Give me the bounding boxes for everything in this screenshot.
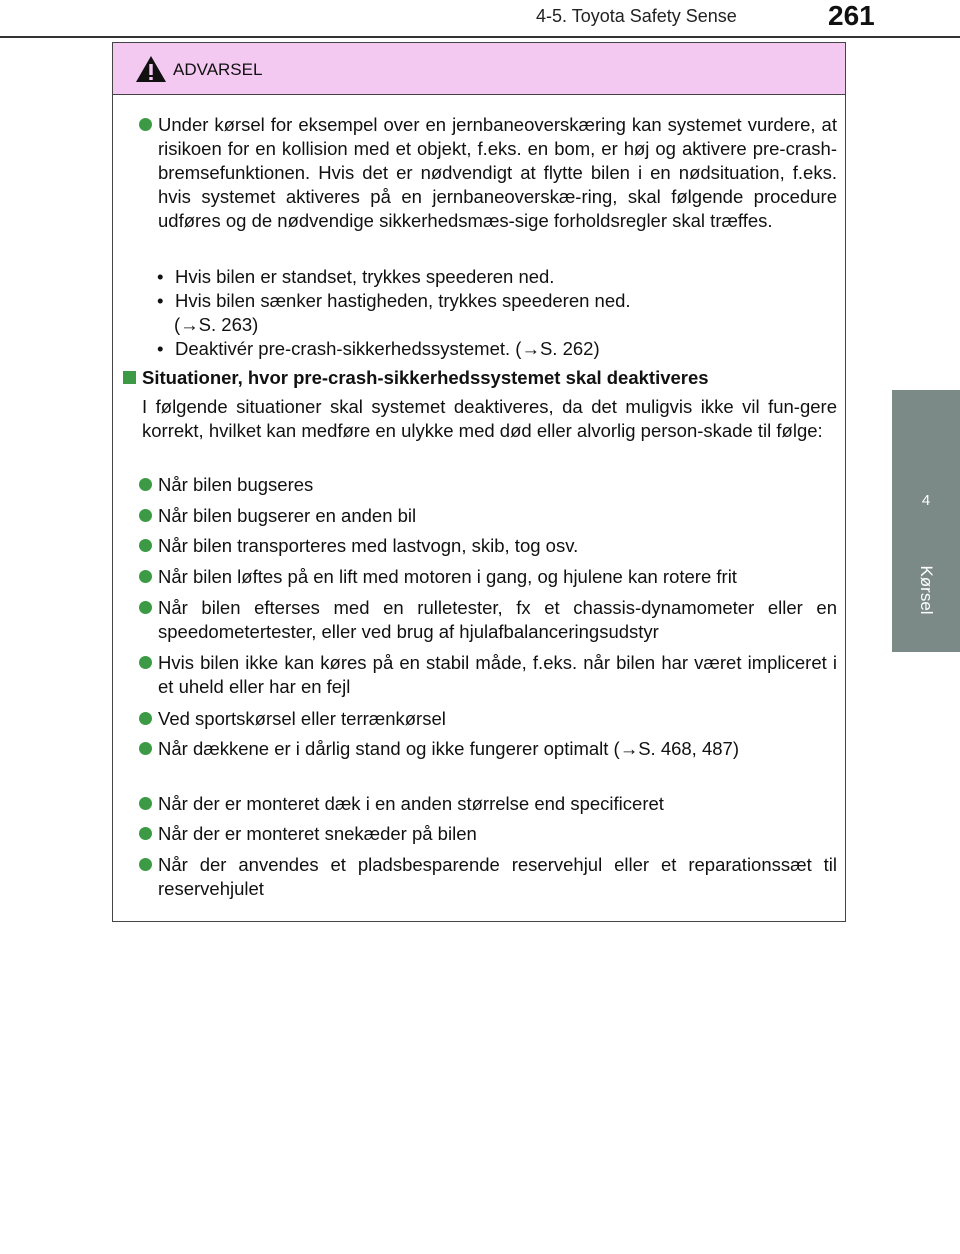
sub-bullet-icon: •: [157, 290, 164, 311]
warning-header: [113, 43, 845, 95]
sub-bullet-icon: •: [157, 338, 164, 359]
list-item-text: Når bilen løftes på en lift med motoren i gang, og hjulene kan rotere frit: [158, 566, 737, 587]
bullet-icon: [139, 601, 152, 614]
warning-box: [112, 42, 846, 922]
list-item-text: Når bilen bugseres: [158, 474, 314, 495]
list-item-text: Når dækkene er i dårlig stand og ikke fungerer optimalt (→S. 468, 487): [158, 738, 739, 759]
page-number: 261: [828, 0, 875, 31]
chapter-side-tab[interactable]: [892, 390, 960, 652]
subheading: [122, 366, 837, 390]
bullet-icon: [139, 797, 152, 810]
warning-title: ADVARSEL: [173, 60, 263, 79]
header-divider: [0, 36, 960, 38]
sub-item-text: Deaktivér pre-crash-sikkerhedssystemet. (→S. 262): [175, 338, 600, 359]
list-item: [137, 473, 837, 497]
bullet-icon: [139, 509, 152, 522]
list-item-text: Når bilen transporteres med lastvogn, skib, tog osv.: [158, 535, 579, 556]
sub-item-reference[interactable]: (→S. 263): [174, 314, 259, 335]
chapter-label: Kørsel: [917, 565, 936, 615]
list-item-text: Når der anvendes et pladsbesparende reservehjul eller et reparationssæt til reservehjulet: [158, 854, 837, 899]
sub-list-item: [155, 337, 837, 361]
list-item: [137, 565, 837, 589]
list-item-text: Når der er monteret dæk i en anden størrelse end specificeret: [158, 793, 664, 814]
list-item: [137, 651, 837, 699]
bullet-icon: [139, 539, 152, 552]
bullet-icon: [139, 656, 152, 669]
intro-bullet-text: Under kørsel for eksempel over en jernbaneoverskæring kan systemet vurdere, at risikoen for en kollision med et objekt, f.eks. en bom, er høj og aktivere pre-crash-bremsefunktionen. Hvis det er nødvendigt at flytte bilen i en nødsituation, f.eks. hvis systemet aktiveres på en jernbaneoverskæ-ring, skal følgende procedure udføres og de nødvendige sikkerhedsmæs-sige forholdsregler skal træffes.: [158, 114, 837, 231]
list-item-text: Hvis bilen ikke kan køres på en stabil måde, f.eks. når bilen har været impliceret i et uheld eller har en fejl: [158, 652, 837, 697]
list-item: [137, 707, 837, 731]
list-item: [137, 792, 837, 816]
bullet-icon: [139, 827, 152, 840]
list-item-text: Når bilen efterses med en rulletester, fx et chassis-dynamometer eller en speedometertester, eller ved brug af hjulafbalanceringsudstyr: [158, 597, 837, 642]
warning-triangle-icon: [135, 55, 167, 83]
bullet-icon: [139, 742, 152, 755]
sub-item-text: Hvis bilen sænker hastigheden, trykkes speederen ned.: [175, 290, 631, 311]
header-section-title: 4-5. Toyota Safety Sense: [536, 6, 737, 26]
bullet-icon: [139, 712, 152, 725]
bullet-icon: [139, 478, 152, 491]
list-item-text: Når der er monteret snekæder på bilen: [158, 823, 477, 844]
list-item: [137, 596, 837, 644]
list-item: [137, 737, 837, 761]
list-item-text: Ved sportskørsel eller terrænkørsel: [158, 708, 446, 729]
bullet-icon: [139, 570, 152, 583]
square-bullet-icon: [123, 371, 136, 384]
sub-item-text: Hvis bilen er standset, trykkes speederen ned.: [175, 266, 555, 287]
chapter-number: 4: [921, 492, 931, 509]
list-item: [137, 504, 837, 528]
list-item: [137, 822, 837, 846]
list-item-text: Når bilen bugserer en anden bil: [158, 505, 417, 526]
list-item: [137, 113, 837, 233]
sub-list-item: [155, 289, 837, 313]
paragraph: I følgende situationer skal systemet deaktiveres, da det muligvis ikke vil fun-gere korrekt, hvilket kan medføre en ulykke med død eller alvorlig person-skade til følge:: [142, 396, 837, 441]
subheading-text: Situationer, hvor pre-crash-sikkerhedssystemet skal deaktiveres: [142, 367, 709, 388]
sub-bullet-icon: •: [157, 266, 164, 287]
bullet-icon: [139, 858, 152, 871]
list-item: [137, 534, 837, 558]
list-item: [137, 853, 837, 901]
bullet-icon: [139, 118, 152, 131]
sub-list-item: [155, 265, 837, 289]
